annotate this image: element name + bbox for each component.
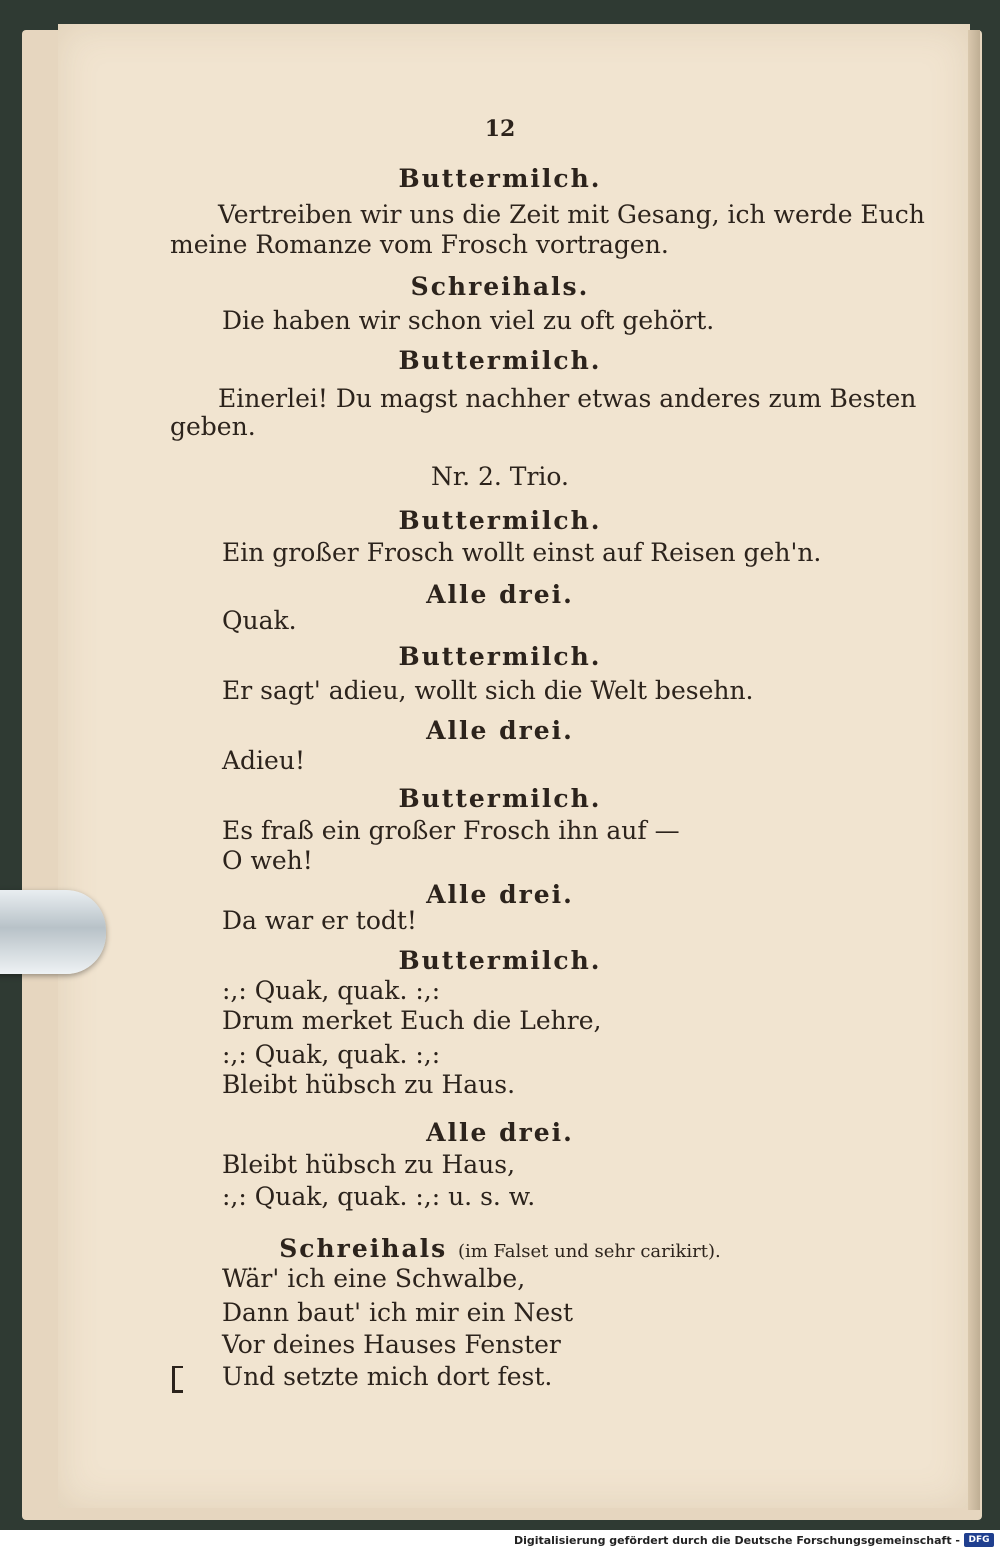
speech-line: :,: Quak, quak. :,: xyxy=(222,976,441,1005)
speech-line: Und setzte mich dort fest. xyxy=(222,1362,553,1391)
speech-line: Er sagt' adieu, wollt sich die Welt besehn. xyxy=(222,676,754,705)
speech-line: Die haben wir schon viel zu oft gehört. xyxy=(222,306,715,335)
speech-line: O weh! xyxy=(222,846,313,875)
speech-line: geben. xyxy=(170,412,256,441)
speech-line: Dann baut' ich mir ein Nest xyxy=(222,1298,574,1327)
speech-line: Quak. xyxy=(222,606,297,635)
speaker-direction-line xyxy=(0,1234,1000,1267)
speaker-line: Buttermilch. xyxy=(398,642,602,671)
speech-line: Vertreiben wir uns die Zeit mit Gesang, ich werde Euch xyxy=(218,200,925,229)
dfg-logo: DFG xyxy=(964,1533,994,1547)
section-heading: Nr. 2. Trio. xyxy=(431,462,569,491)
speaker-line: Alle drei. xyxy=(426,580,574,609)
speaker-line: Buttermilch. xyxy=(398,346,602,375)
speech-line: Bleibt hübsch zu Haus. xyxy=(222,1070,516,1099)
speaker-line: Alle drei. xyxy=(426,716,574,745)
speaker-line: Alle drei. xyxy=(426,1118,574,1147)
footer-credit: Digitalisierung gefördert durch die Deutsche Forschungsgemeinschaft - xyxy=(513,1534,960,1547)
margin-bracket xyxy=(172,1366,183,1393)
speech-line: Einerlei! Du magst nachher etwas anderes zum Besten xyxy=(218,384,917,413)
speech-line: Vor deines Hauses Fenster xyxy=(222,1330,561,1359)
footer-bar xyxy=(0,1530,1000,1551)
speaker-line: Buttermilch. xyxy=(398,506,602,535)
speaker-line: Buttermilch. xyxy=(398,164,602,193)
speech-line: meine Romanze vom Frosch vortragen. xyxy=(170,230,669,259)
stage-direction: (im Falset und sehr carikirt). xyxy=(457,1241,721,1262)
page-number: 12 xyxy=(484,116,516,142)
speaker-line: Buttermilch. xyxy=(398,784,602,813)
speech-line: Da war er todt! xyxy=(222,906,417,935)
speech-line: Es fraß ein großer Frosch ihn auf — xyxy=(222,816,680,845)
speaker-line: Buttermilch. xyxy=(398,946,602,975)
speech-line: Bleibt hübsch zu Haus, xyxy=(222,1150,516,1179)
speech-line: :,: Quak, quak. :,: xyxy=(222,1040,441,1069)
speech-line: Wär' ich eine Schwalbe, xyxy=(222,1264,526,1293)
speech-line: Ein großer Frosch wollt einst auf Reisen geh'n. xyxy=(222,538,822,567)
speaker-line: Alle drei. xyxy=(426,880,574,909)
speaker-line: Schreihals. xyxy=(410,272,590,301)
speaker-name: Schreihals xyxy=(279,1234,448,1263)
speech-line: Adieu! xyxy=(222,746,305,775)
speech-line: Drum merket Euch die Lehre, xyxy=(222,1006,602,1035)
speech-line: :,: Quak, quak. :,: u. s. w. xyxy=(222,1182,536,1211)
